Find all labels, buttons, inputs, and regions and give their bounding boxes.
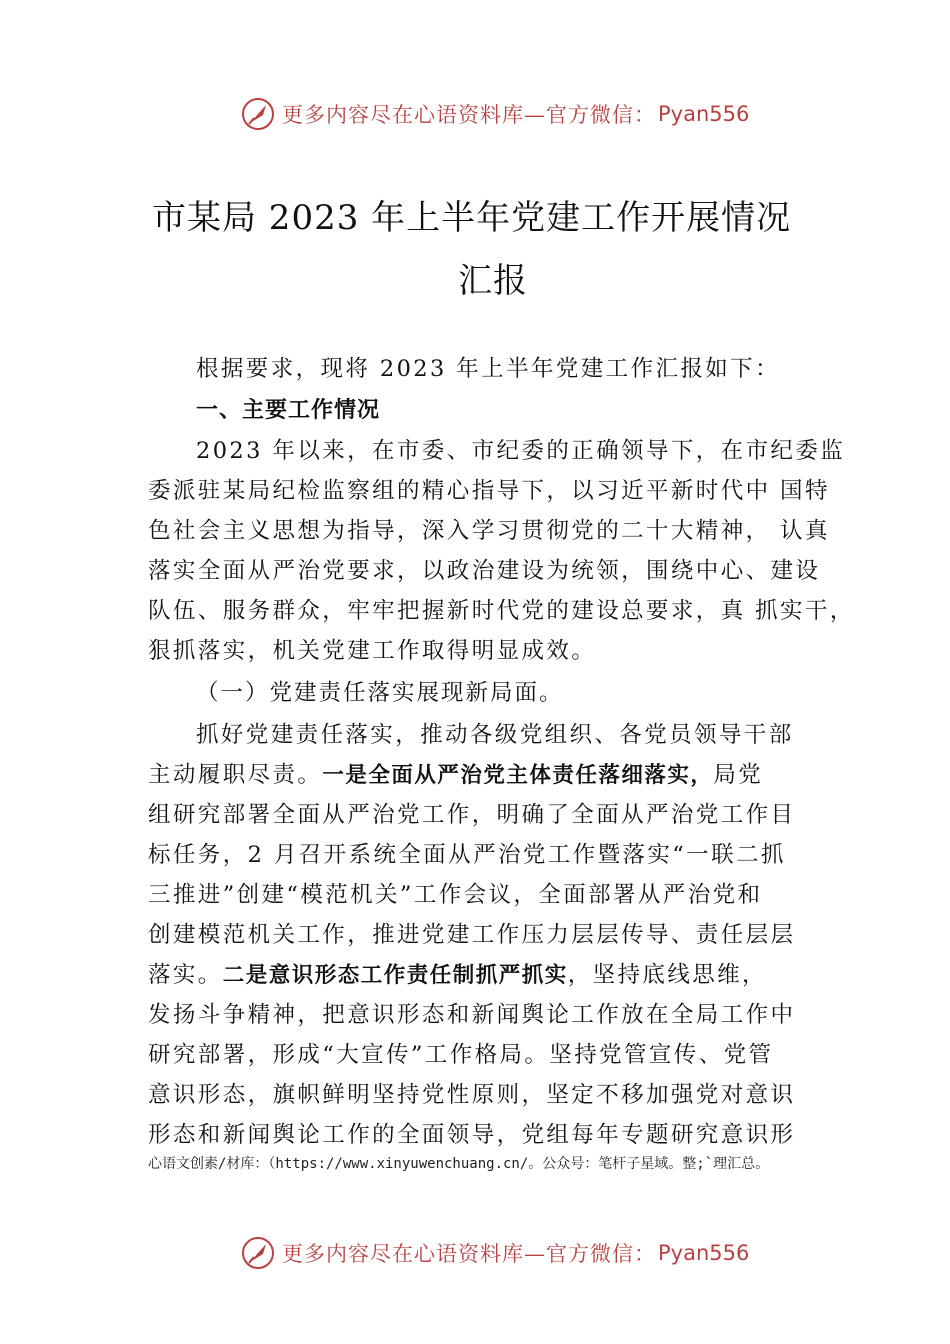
intro-paragraph: 根据要求，现将 2023 年上半年党建工作汇报如下：: [196, 356, 780, 382]
footer-banner: [240, 1233, 749, 1273]
quill-logo-icon: [240, 96, 276, 132]
banner-text: 更多内容尽在心语资料库—官方微信：: [282, 103, 656, 127]
paragraph-line: 形态和新闻舆论工作的全面领导，党组每年专题研究意识形: [148, 1122, 796, 1148]
paragraph-line: 抓好党建责任落实，推动各级党组织、各党员领导干部: [196, 722, 794, 748]
bold-point-2: 二是意识形态工作责任制抓严抓实: [222, 963, 568, 988]
paragraph-line: [148, 757, 763, 789]
banner-wechat-id: Pyan556: [658, 1241, 750, 1265]
paragraph-line: 意识形态，旗帜鲜明坚持党性原则，坚定不移加强党对意识: [148, 1082, 796, 1108]
paragraph-line: 落实全面从严治党要求，以政治建设为统领，围绕中心、建设: [148, 558, 821, 584]
paragraph-line: 委派驻某局纪检监察组的精心指导下，以习近平新时代中 国特: [148, 478, 830, 504]
paragraph-line: 色社会主义思想为指导，深入学习贯彻党的二十大精神， 认真: [148, 518, 830, 544]
text-run: 局党: [713, 762, 764, 788]
paragraph-line: [148, 957, 767, 989]
section-heading-1: 一、主要工作情况: [196, 398, 381, 423]
text-run: ，坚持底线思维，: [567, 962, 767, 988]
quill-logo-icon: [240, 1235, 276, 1271]
bold-point-1: 一是全面从严治党主体责任落细落实，: [322, 763, 714, 788]
text-run: 落实。: [148, 962, 223, 988]
footnote: 心语文创素/材库：（https://www.xinyuwenchuang.cn/。公众号：笔杆子星域。整;`理汇总。: [148, 1156, 770, 1172]
paragraph-line: 队伍、服务群众，牢牢把握新时代党的建设总要求，真 抓实干，: [148, 598, 855, 624]
paragraph-line: 创建模范机关工作，推进党建工作压力层层传导、责任层层: [148, 922, 796, 948]
banner-wechat-id: Pyan556: [658, 102, 750, 126]
document-title-line-2: 汇报: [458, 261, 528, 301]
header-banner: [240, 94, 749, 134]
paragraph-line: 狠抓落实，机关党建工作取得明显成效。: [148, 638, 597, 664]
paragraph-line: 三推进”创建“模范机关”工作会议，全面部署从严治党和: [148, 882, 763, 908]
paragraph-line: 研究部署，形成“大宣传”工作格局。坚持党管宣传、党管: [148, 1042, 774, 1068]
banner-text: 更多内容尽在心语资料库—官方微信：: [282, 1242, 656, 1266]
paragraph-line: 2023 年以来，在市委、市纪委的正确领导下，在市纪委监: [196, 438, 846, 464]
paragraph-line: 标任务，2 月召开系统全面从严治党工作暨落实“一联二抓: [148, 842, 786, 868]
subsection-heading-1: （一）党建责任落实展现新局面。: [196, 680, 564, 706]
paragraph-line: 发扬斗争精神，把意识形态和新闻舆论工作放在全局工作中: [148, 1002, 796, 1028]
document-title-line-1: 市某局 2023 年上半年党建工作开展情况: [152, 198, 792, 238]
paragraph-line: 组研究部署全面从严治党工作，明确了全面从严治党工作目: [148, 802, 796, 828]
text-run: 主动履职尽责。: [148, 762, 323, 788]
